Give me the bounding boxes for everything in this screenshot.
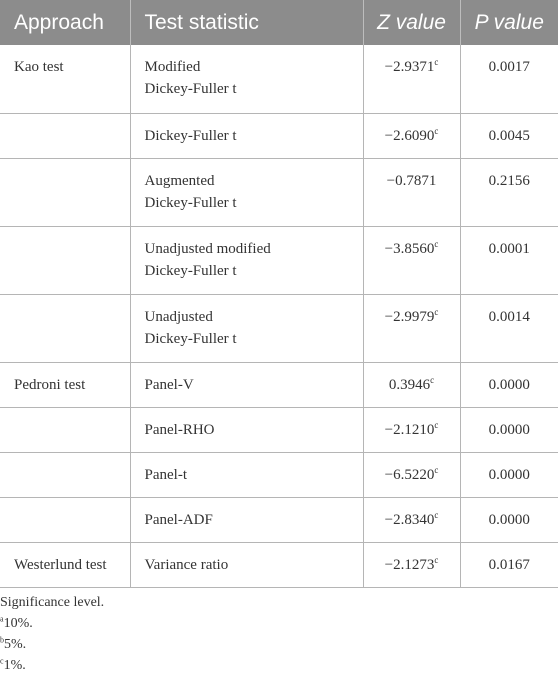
header-approach: Approach [0,0,130,45]
cell-p-value: 0.0000 [460,407,558,452]
statistic-line: Panel-ADF [144,511,213,528]
cell-z-value [363,294,460,362]
statistic-line: Dickey-Fuller t [144,81,237,97]
significance-marker: c [434,306,439,317]
cell-z-value [363,158,460,226]
z-value-number: −6.5220 [384,466,435,483]
cell-p-value: 0.0014 [460,294,558,362]
z-value-number: −2.9371 [384,59,435,75]
cell-p-value: 0.0000 [460,497,558,542]
header-p-value: P value [460,0,558,45]
z-value-number: −3.8560 [384,240,435,257]
cell-test-statistic [130,226,363,294]
footnote-item [0,655,104,676]
statistic-line: Unadjusted [144,308,213,325]
statistic-line: Dickey-Fuller t [144,127,237,144]
cell-z-value [363,362,460,407]
cell-p-value: 0.0045 [460,113,558,158]
table-row [0,226,558,294]
z-value-number: −2.6090 [384,127,435,144]
cell-z-value [363,542,460,587]
cell-z-value [363,452,460,497]
header-z-value: Z value [363,0,460,45]
cell-approach: Kao test [0,45,130,113]
table-row [0,113,558,158]
cell-test-statistic [130,452,363,497]
table-row [0,497,558,542]
statistic-line: Panel-V [144,376,194,393]
cell-approach: Pedroni test [0,362,130,407]
cell-test-statistic [130,497,363,542]
cell-test-statistic [130,542,363,587]
footnote-text: 10%. [3,616,33,631]
significance-marker: c [434,125,439,136]
statistic-line: Modified [144,59,201,75]
footnote-text: 5%. [4,637,27,652]
cell-approach [0,158,130,226]
cell-test-statistic [130,362,363,407]
cell-approach [0,113,130,158]
cell-test-statistic [130,158,363,226]
cell-p-value: 0.0000 [460,452,558,497]
z-value-number: −2.1273 [384,556,435,573]
significance-marker: c [434,554,439,565]
cell-z-value [363,407,460,452]
cell-approach [0,226,130,294]
statistic-line: Panel-t [144,466,187,483]
z-value-number: −2.8340 [384,511,435,528]
z-value-number: −2.9979 [384,308,435,325]
statistic-line: Dickey-Fuller t [144,194,237,211]
statistic-line: Variance ratio [144,556,229,573]
footnote-item [0,634,104,655]
cell-test-statistic [130,45,363,113]
footnote-marker: b [0,635,4,645]
statistic-line: Dickey-Fuller t [144,262,237,279]
cell-z-value [363,113,460,158]
cell-p-value: 0.0001 [460,226,558,294]
cell-z-value [363,226,460,294]
statistic-line: Augmented [144,172,215,189]
cell-approach [0,407,130,452]
footnote-item [0,613,104,634]
cell-p-value: 0.0000 [460,362,558,407]
footnote-title: Significance level. [0,595,105,610]
significance-marker: c [434,464,439,475]
table-row [0,362,558,407]
footnote-marker: c [0,656,4,666]
table-footnotes [0,592,104,676]
z-value-number: 0.3946 [388,376,431,393]
statistic-line: Unadjusted modified [144,240,271,257]
cell-test-statistic [130,113,363,158]
cell-approach [0,294,130,362]
significance-marker: c [434,238,439,249]
cell-z-value [363,497,460,542]
table-row [0,294,558,362]
cell-approach: Westerlund test [0,542,130,587]
cell-z-value [363,45,460,113]
cell-approach [0,452,130,497]
z-value-number: −2.1210 [384,421,435,438]
z-value-number: −0.7871 [386,172,437,189]
cell-p-value: 0.0017 [460,45,558,113]
statistic-line: Dickey-Fuller t [144,330,237,347]
table-body [0,45,558,587]
significance-marker: c [430,374,435,385]
table-header-row [0,0,558,45]
significance-marker: c [434,509,439,520]
cell-test-statistic [130,407,363,452]
table-row [0,542,558,587]
footnote-text: 1%. [3,658,26,673]
cell-approach [0,497,130,542]
table-row [0,452,558,497]
statistic-line: Panel-RHO [144,421,215,438]
table-row [0,407,558,452]
header-test-statistic: Test statistic [130,0,363,45]
table-row [0,45,558,113]
table-row [0,158,558,226]
cell-p-value: 0.2156 [460,158,558,226]
significance-marker: c [434,57,439,67]
significance-marker: c [434,419,439,430]
footnote-marker: a [0,614,4,624]
cell-test-statistic [130,294,363,362]
cell-p-value: 0.0167 [460,542,558,587]
